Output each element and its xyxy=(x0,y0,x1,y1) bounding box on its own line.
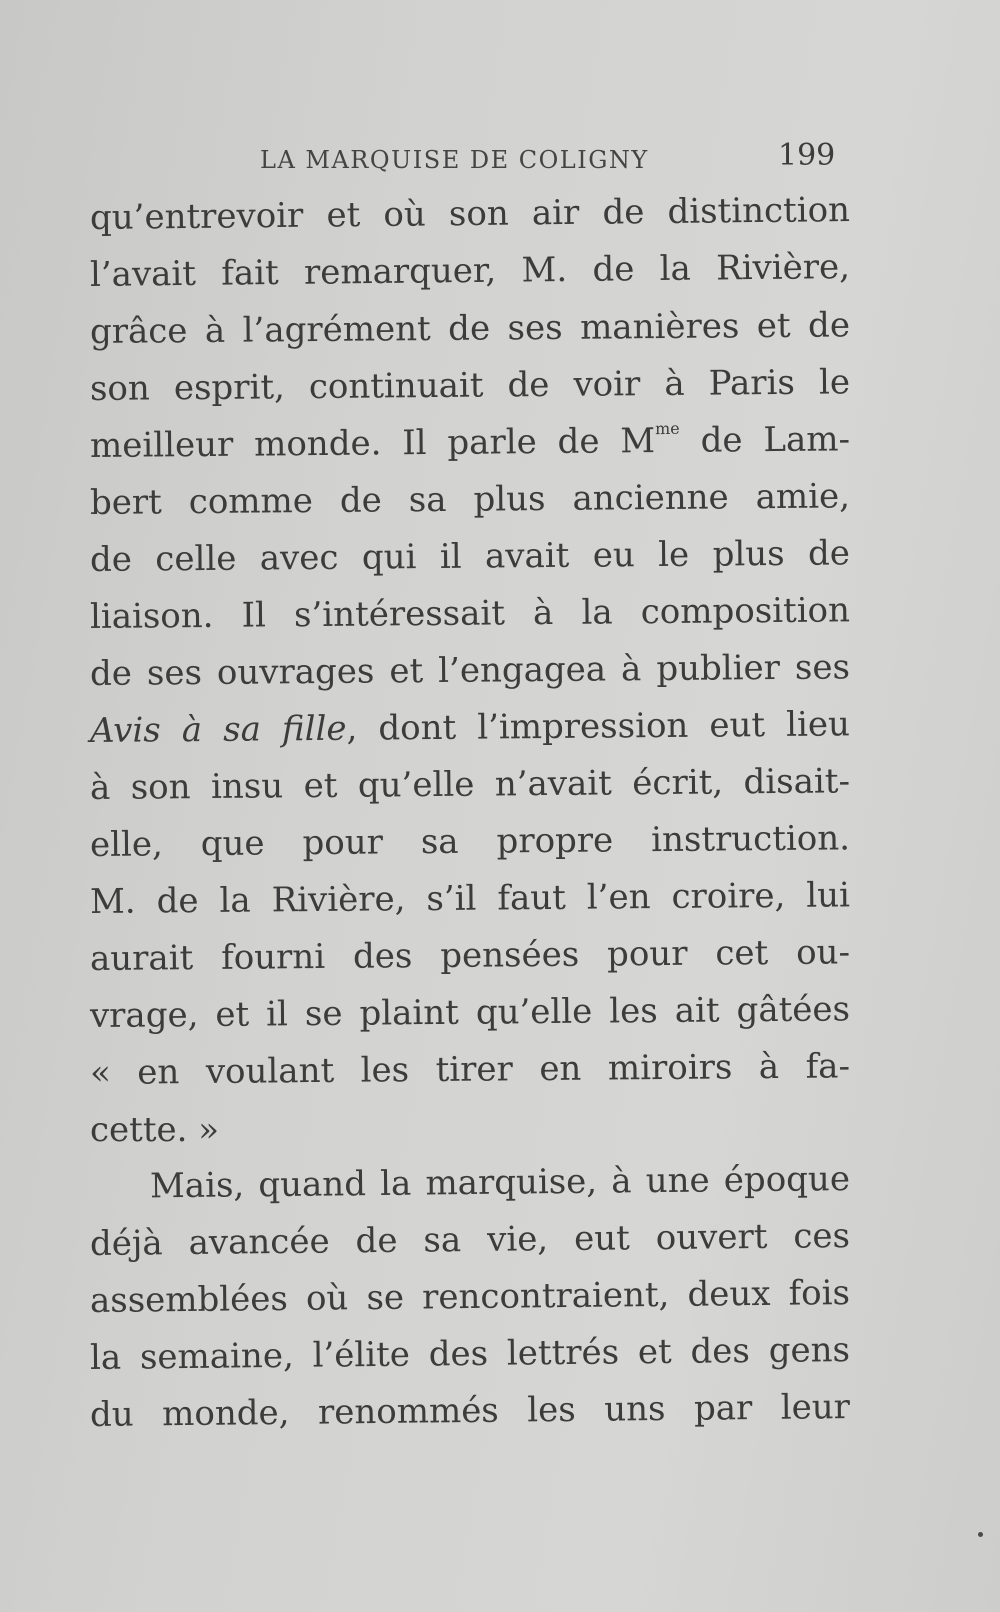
text-line: son esprit, continuait de voir à Paris le xyxy=(89,362,851,409)
paper-speck xyxy=(978,1532,983,1537)
text-line: de ses ouvrages et l’engagea à publier ses xyxy=(89,647,851,694)
text-fragment: , dont l’impression eut lieu xyxy=(346,704,851,749)
text-line-last: cette. » xyxy=(90,1110,220,1150)
text-line: de celle avec qui il avait eu le plus de xyxy=(89,533,851,580)
running-title: LA MARQUISE DE COLIGNY xyxy=(260,146,649,174)
text-line: déjà avancée de sa vie, eut ouvert ces xyxy=(89,1216,851,1264)
text-line: du monde, renommés les uns par leur xyxy=(89,1387,851,1435)
text-line: bert comme de sa plus ancienne amie, xyxy=(89,476,851,523)
text-line: la semaine, l’élite des lettrés et des gens xyxy=(89,1330,851,1378)
superscript-abbreviation: me xyxy=(654,418,680,439)
text-fragment: meilleur monde. Il parle de M xyxy=(89,421,656,466)
text-line: assemblées où se rencontraient, deux fois xyxy=(89,1273,851,1321)
text-line: M. de la Rivière, s’il faut l’en croire, lui xyxy=(89,875,851,922)
text-line xyxy=(90,419,850,466)
text-line xyxy=(90,704,850,751)
text-line: liaison. Il s’intéressait à la composition xyxy=(89,590,851,637)
book-title-italic: Avis à sa fille xyxy=(89,708,347,751)
text-line: à son insu et qu’elle n’avait écrit, disait- xyxy=(89,761,851,808)
text-line: grâce à l’agrément de ses manières et de xyxy=(89,305,851,352)
page-number: 199 xyxy=(778,138,836,173)
text-line-indented: Mais, quand la marquise, à une époque xyxy=(149,1159,851,1207)
text-line: elle, que pour sa propre instruction. xyxy=(89,818,851,865)
text-fragment: de Lam- xyxy=(679,419,851,461)
text-line: vrage, et il se plaint qu’elle les ait gâtées xyxy=(89,989,851,1036)
text-line: l’avait fait remarquer, M. de la Rivière, xyxy=(89,247,851,295)
text-line: qu’entrevoir et où son air de distinction xyxy=(89,190,851,238)
text-line: aurait fourni des pensées pour cet ou- xyxy=(89,932,851,979)
text-line: « en voulant les tirer en miroirs à fa- xyxy=(89,1046,851,1093)
